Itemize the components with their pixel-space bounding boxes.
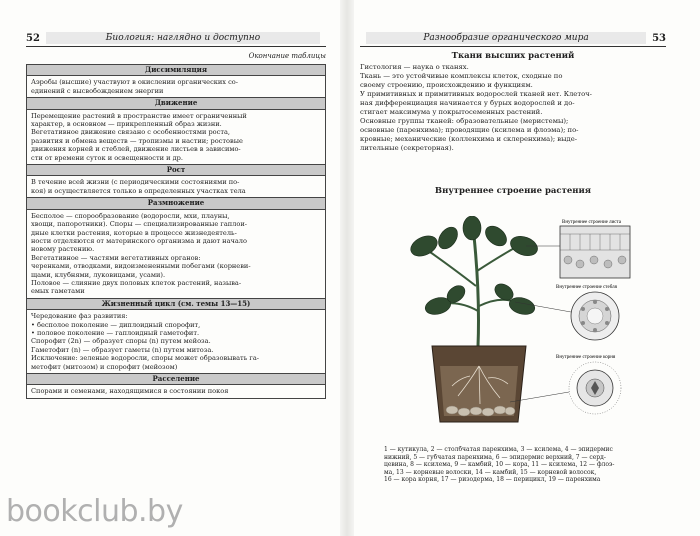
table-text-line: сти от времени суток и освещенности и др. bbox=[31, 153, 183, 162]
right-running-title: Разнообразие органического мира bbox=[366, 32, 646, 44]
leaf-cross-section bbox=[526, 226, 630, 278]
plant-leaves bbox=[408, 216, 541, 317]
table-text-line: Вегетативное — частями вегетативных органов: bbox=[31, 253, 201, 262]
caption-line: нижний, 5 — губчатая паренхима, 6 — эпидермис верхний, 7 — серд- bbox=[384, 453, 606, 461]
table-text-line: Гаметофит (n) — образует гаметы (n) путем митоза. bbox=[31, 345, 214, 354]
text-line: ная дифференциация начинается у бурых водорослей и до- bbox=[360, 99, 575, 107]
text-line: У примитивных и примитивных водорослей тканей нет. Клеточ- bbox=[360, 90, 592, 98]
table-text-line: • половое поколение — гаплоидный гаметофит. bbox=[31, 328, 200, 337]
text-line: своему строению, происхождению и функциям. bbox=[360, 81, 533, 89]
root-section-label: Внутреннее строение корня bbox=[556, 355, 616, 360]
table-text-line: хвощи, папоротники). Споры — специализированные гаплои- bbox=[31, 220, 247, 229]
text-line: Ткань — это устойчивые комплексы клеток, сходные по bbox=[360, 72, 563, 80]
table-section-body bbox=[27, 385, 326, 398]
table-section-header: Движение bbox=[27, 98, 326, 109]
table-text-line: дные клетки растения, которые в процессе жизнедеятель- bbox=[31, 228, 237, 237]
table-text-line: В течение всей жизни (с периодическими состояниями по- bbox=[31, 178, 240, 187]
table-text-line: единений с высвобождением энергии bbox=[31, 86, 164, 95]
text-line: основные (паренхима); проводящие (ксилема и флоэма); по- bbox=[360, 126, 579, 134]
plant-stem bbox=[474, 236, 479, 346]
table-text-line: Бесполое — спорообразование (водоросли, мхи, плауны, bbox=[31, 211, 230, 220]
left-running-header bbox=[26, 30, 326, 47]
table-text-line: Вегетативное движение связано с особенностями роста, bbox=[31, 128, 231, 137]
left-running-title: Биология: наглядно и доступно bbox=[46, 32, 320, 44]
root-cross-section bbox=[510, 362, 621, 414]
table-section-header: Жизненный цикл (см. темы 13—15) bbox=[27, 298, 326, 309]
book-gutter bbox=[340, 0, 354, 536]
table-section-body bbox=[27, 109, 326, 164]
table-section-body bbox=[27, 76, 326, 98]
table-text-line: Спорами и семенами, находящимися в состоянии покоя bbox=[31, 387, 229, 396]
text-line: стигает максимума у покрытосеменных растений. bbox=[360, 108, 543, 116]
right-page bbox=[360, 0, 666, 510]
table-text-line: Спорофит (2n) — образует споры (n) путем мейоза. bbox=[31, 337, 211, 346]
table-text-line: ности отделяются от материнского организма и дают начало bbox=[31, 236, 247, 245]
right-page-number: 53 bbox=[652, 32, 666, 44]
table-text-line: черенками, отводками, видоизмененными побегами (корневи- bbox=[31, 262, 251, 271]
right-running-header bbox=[360, 30, 666, 47]
text-line: Гистология — наука о тканях. bbox=[360, 63, 469, 71]
table-text-line: • бесполое поколение — диплоидный спорофит, bbox=[31, 320, 201, 329]
left-page-number: 52 bbox=[26, 32, 40, 44]
section-title: Ткани высших растений bbox=[451, 51, 575, 61]
table-section-header: Расселение bbox=[27, 374, 326, 385]
continuation-label: Окончание таблицы bbox=[248, 52, 326, 60]
table-text-line: развития и обмена веществ — тропизмы и настии; ростовые bbox=[31, 136, 243, 145]
left-page bbox=[26, 0, 326, 510]
plant-structure-illustration bbox=[400, 216, 640, 428]
table-text-line: Перемещение растений в пространстве имеет ограниченный bbox=[31, 111, 247, 120]
caption-line: цевина, 8 — ксилема, 9 — камбий, 10 — кора, 11 — ксилема, 12 — флоэ- bbox=[384, 461, 615, 469]
plant-features-table bbox=[26, 64, 326, 399]
tissues-section bbox=[360, 52, 666, 153]
caption-line: ма, 13 — корневые волоски, 14 — камбий, 15 — корневой волосок, bbox=[384, 468, 597, 476]
table-text-line: коя) и осуществляется только в определенных участках тела bbox=[31, 186, 246, 195]
text-line: Основные группы тканей: образовательные (меристемы); bbox=[360, 117, 569, 125]
stem-section-label: Внутреннее строение стебля bbox=[556, 285, 617, 290]
table-text-line: характер, в основном — прикрепленный образ жизни. bbox=[31, 120, 222, 129]
caption-line: 16 — кора корня, 17 — ризодерма, 18 — перицикл, 19 — паренхима bbox=[384, 476, 601, 484]
table-section-header: Диссимиляция bbox=[27, 65, 326, 76]
table-text-line: Аэробы (высшие) участвуют в окислении органических со- bbox=[31, 78, 238, 87]
figure-caption bbox=[384, 446, 652, 484]
caption-line: 1 — кутикула, 2 — столбчатая паренхима, 3 — ксилема, 4 — эпидермис bbox=[384, 446, 613, 453]
table-section-body bbox=[27, 176, 326, 198]
table-text-line: Чередование фаз развития: bbox=[31, 312, 128, 321]
watermark-logo: bookclub.by bbox=[6, 494, 183, 529]
table-text-line: емых гаметами bbox=[31, 287, 85, 296]
table-text-line: Половое — слияние двух половых клеток растений, называ- bbox=[31, 278, 242, 287]
inner-structure-title: Внутреннее строение растения bbox=[434, 186, 592, 196]
table-section-body bbox=[27, 310, 326, 374]
table-text-line: новому растению. bbox=[31, 245, 95, 254]
table-section-header: Рост bbox=[27, 165, 326, 176]
table-section-header: Размножение bbox=[27, 198, 326, 209]
table-text-line: Исключение: зеленые водоросли, споры может образовывать га- bbox=[31, 354, 260, 363]
table-text-line: щами, клубнями, луковицами, усами). bbox=[31, 270, 166, 279]
leaf-section-label: Внутреннее строение листа bbox=[562, 220, 621, 225]
table-section-body bbox=[27, 209, 326, 298]
section-text bbox=[360, 63, 666, 153]
stem-cross-section bbox=[515, 292, 619, 340]
table-text-line: движения корней и стеблей, движение листьев в зависимо- bbox=[31, 145, 241, 154]
text-line: кровные; механические (колленхима и склеренхима); выде- bbox=[360, 135, 578, 143]
text-line: лительные (секреторная). bbox=[360, 144, 454, 152]
table-text-line: метофит (митозом) и спорофит (мейозом) bbox=[31, 362, 178, 371]
